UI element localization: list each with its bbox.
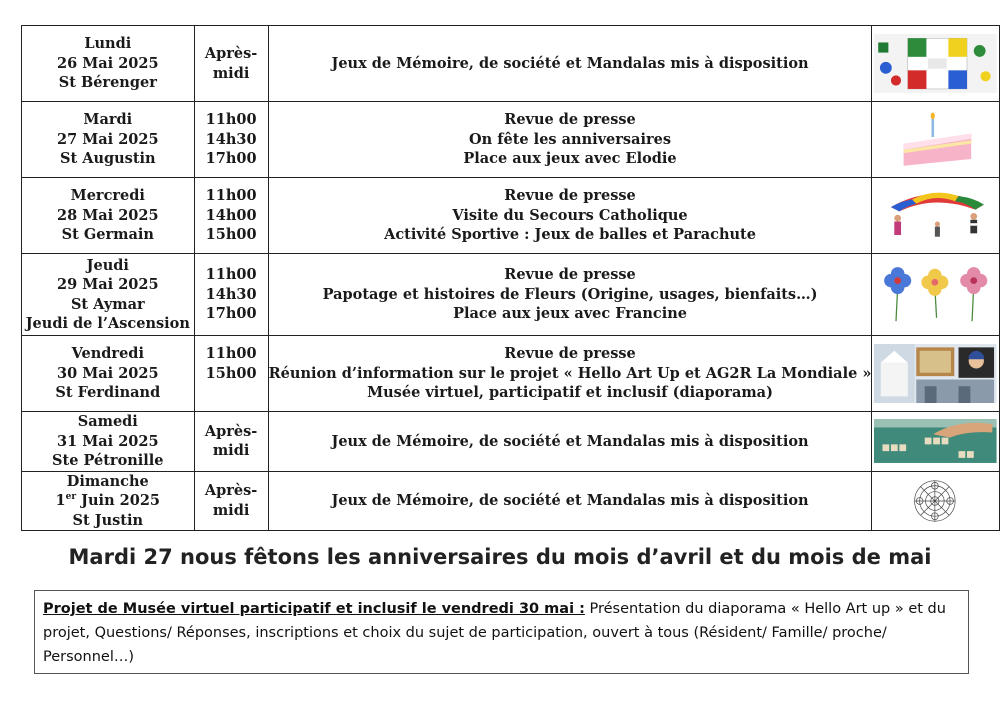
- time-cell: [194, 471, 268, 531]
- parachute-game-image: [872, 178, 1000, 254]
- activity-cell: [268, 336, 872, 412]
- activity-label: Jeux de Mémoire, de société et Mandalas mis à disposition: [331, 54, 809, 72]
- time-label: midi: [212, 501, 250, 519]
- day-saint: St Bérenger: [58, 74, 157, 92]
- activity-label: Réunion d’information sur le projet « Hello Art Up et AG2R La Mondiale »: [268, 364, 872, 382]
- schedule-row: [22, 471, 1000, 531]
- day-saint: Ste Pétronille: [52, 452, 164, 469]
- day-date: 29 Mai 2025: [56, 276, 159, 293]
- day-name: Vendredi: [71, 345, 144, 363]
- day-date: 28 Mai 2025: [56, 206, 159, 224]
- activity-label: Activité Sportive : Jeux de balles et Parachute: [384, 226, 756, 244]
- day-name: Dimanche: [66, 472, 149, 490]
- schedule-row: [22, 26, 1000, 102]
- time-cell: [194, 254, 268, 336]
- day-cell: [22, 471, 195, 531]
- time-cell: [194, 412, 268, 472]
- schedule-table: [21, 25, 1000, 531]
- activity-label: Visite du Secours Catholique: [452, 206, 688, 224]
- activity-label: Papotage et histoires de Fleurs (Origine, usages, bienfaits…): [322, 285, 818, 303]
- activity-cell: [268, 178, 872, 254]
- activity-cell: [268, 412, 872, 472]
- day-date: 1er Juin 2025: [55, 492, 161, 509]
- headline: Mardi 27 nous fêtons les anniversaires du mois d’avril et du mois de mai: [68, 545, 932, 569]
- time-label: midi: [212, 64, 250, 82]
- day-saint: St Aymar: [70, 295, 145, 313]
- activity-cell: [268, 471, 872, 531]
- time-cell: [194, 336, 268, 412]
- day-saint: St Augustin: [59, 150, 156, 168]
- activity-label: Revue de presse: [504, 111, 636, 129]
- day-cell: [22, 178, 195, 254]
- day-saint: St Ferdinand: [55, 384, 161, 402]
- day-date: 26 Mai 2025: [56, 54, 159, 72]
- day-saint: St Germain: [61, 226, 154, 244]
- time-label: [195, 383, 268, 403]
- schedule-row: [22, 336, 1000, 412]
- time-label: 15h00: [205, 364, 257, 382]
- note-text: Présentation du diaporama « Hello Art up » et du projet, Questions/ Réponses, inscriptions et choix du sujet de participation, ouvert à tous (Résident/ Famille/ proche/ Personnel…): [43, 601, 946, 665]
- flowers-image: [872, 254, 1000, 336]
- time-label: 14h30: [205, 285, 257, 303]
- time-label: 11h00: [205, 187, 257, 205]
- info-note: [34, 590, 969, 674]
- day-name: Mardi: [83, 111, 133, 129]
- birthday-cake-icon: [874, 110, 997, 169]
- activity-label: Revue de presse: [504, 345, 636, 363]
- time-label: 11h00: [205, 345, 257, 363]
- scrabble-icon: [874, 419, 997, 463]
- schedule-row: [22, 254, 1000, 336]
- activity-label: Place aux jeux avec Francine: [453, 305, 687, 323]
- time-label: 14h00: [205, 206, 257, 224]
- day-name: Mercredi: [70, 187, 145, 205]
- activity-label: Revue de presse: [504, 187, 636, 205]
- day-cell: [22, 26, 195, 102]
- parachute-game-icon: [874, 186, 997, 245]
- day-date: 31 Mai 2025: [56, 432, 159, 450]
- activity-cell: [268, 26, 872, 102]
- time-label: 15h00: [205, 226, 257, 244]
- time-label: 17h00: [205, 305, 257, 323]
- time-label: Après-: [204, 422, 258, 440]
- activity-cell: [268, 102, 872, 178]
- flowers-icon: [874, 262, 997, 326]
- time-label: midi: [212, 442, 250, 460]
- mandala-image: [872, 471, 1000, 531]
- activity-label: Jeux de Mémoire, de société et Mandalas mis à disposition: [331, 432, 809, 450]
- time-cell: [194, 178, 268, 254]
- activity-cell: [268, 254, 872, 336]
- time-label: Après-: [204, 482, 258, 500]
- activity-label: Revue de presse: [504, 266, 636, 284]
- day-cell: [22, 336, 195, 412]
- schedule-row: [22, 102, 1000, 178]
- note-title: Projet de Musée virtuel participatif et inclusif le vendredi 30 mai :: [43, 601, 585, 617]
- time-cell: [194, 26, 268, 102]
- birthday-cake-image: [872, 102, 1000, 178]
- day-name: Samedi: [77, 413, 138, 430]
- art-collage-icon: [874, 344, 997, 403]
- day-cell: [22, 102, 195, 178]
- time-label: 17h00: [205, 150, 257, 168]
- activity-label: Place aux jeux avec Elodie: [463, 150, 677, 168]
- activity-label: Musée virtuel, participatif et inclusif (diaporama): [367, 384, 773, 402]
- art-collage-image: [872, 336, 1000, 412]
- day-name: Lundi: [84, 35, 132, 53]
- day-date: 30 Mai 2025: [56, 364, 159, 382]
- time-label: 14h30: [205, 130, 257, 148]
- activity-label: On fête les anniversaires: [469, 130, 672, 148]
- mandala-icon: [874, 479, 997, 523]
- time-label: Après-: [204, 45, 258, 62]
- day-cell: [22, 254, 195, 336]
- board-game-image: [872, 26, 1000, 102]
- day-note: Jeudi de l’Ascension: [25, 315, 190, 332]
- board-game-icon: [874, 34, 997, 93]
- day-saint: St Justin: [72, 511, 144, 529]
- activity-label: Jeux de Mémoire, de société et Mandalas mis à disposition: [331, 492, 809, 509]
- day-name: Jeudi: [86, 256, 129, 274]
- time-label: 11h00: [205, 266, 257, 284]
- time-cell: [194, 102, 268, 178]
- time-label: 11h00: [205, 111, 257, 129]
- scrabble-image: [872, 412, 1000, 472]
- day-date: 27 Mai 2025: [56, 130, 159, 148]
- schedule-row: [22, 178, 1000, 254]
- day-cell: [22, 412, 195, 472]
- schedule-row: [22, 412, 1000, 472]
